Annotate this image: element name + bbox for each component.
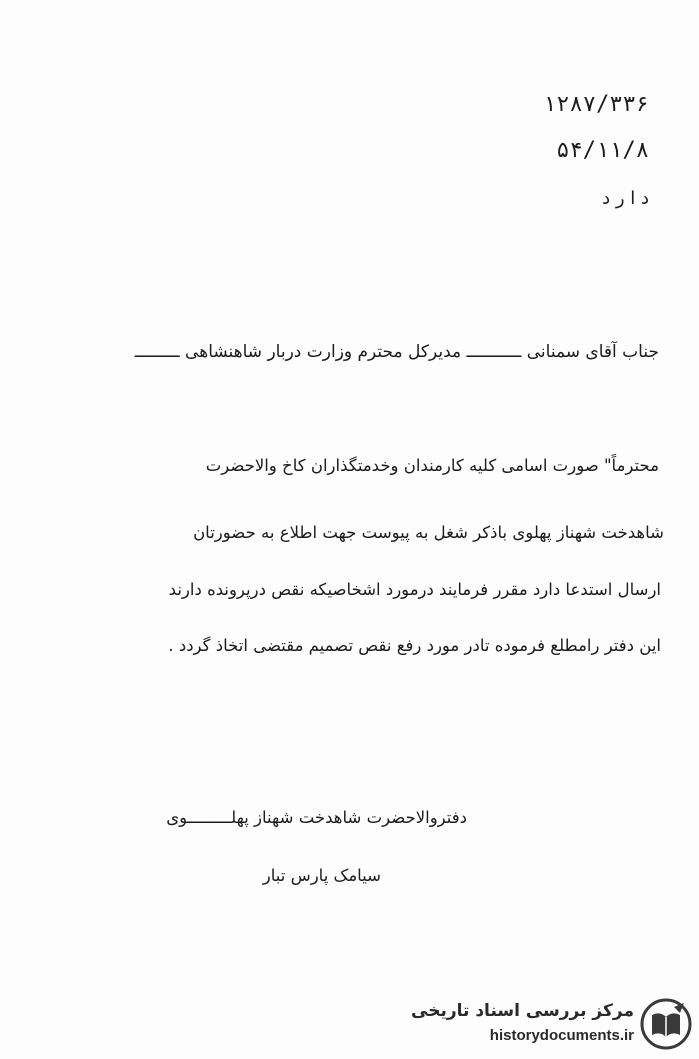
signature-office: دفتروالاحضرت شاهدخت شهناز پهلـــــــــوی <box>166 808 467 827</box>
department-code: د ا ر د <box>602 188 649 209</box>
body-line-4: این دفتر رامطلع فرموده تادر مورد رفع نقص تصمیم مقتضی اتخاذ گردد . <box>168 636 661 655</box>
watermark-url[interactable]: historydocuments.ir <box>489 1027 634 1044</box>
watermark-title: مرکز بررسی اسناد تاریخی <box>411 1001 634 1021</box>
book-logo-icon <box>640 997 692 1051</box>
body-line-2: شاهدخت شهناز پهلوی باذکر شغل به پیوست جهت اطلاع به حضورتان <box>193 523 664 542</box>
signature-name: سیامک پارس تبار <box>262 866 381 885</box>
body-line-3: ارسال استدعا دارد مقرر فرمایند درمورد اشخاصیکه نقص درپرونده دارند <box>168 580 661 599</box>
reference-number: ۱۲۸۷/۳۳۶ <box>543 92 649 117</box>
body-line-1: محترماً" صورت اسامی کلیه کارمندان وخدمتگذاران کاخ والاحضرت <box>205 456 659 475</box>
addressee-line: جناب آقای سمنانی ـــــــــــ مدیرکل محترم وزارت دربار شاهنشاهی ـــــــــ <box>134 342 659 362</box>
watermark-logo[interactable] <box>412 993 694 1055</box>
document-date: ۵۴/۱۱/۸ <box>556 138 649 163</box>
